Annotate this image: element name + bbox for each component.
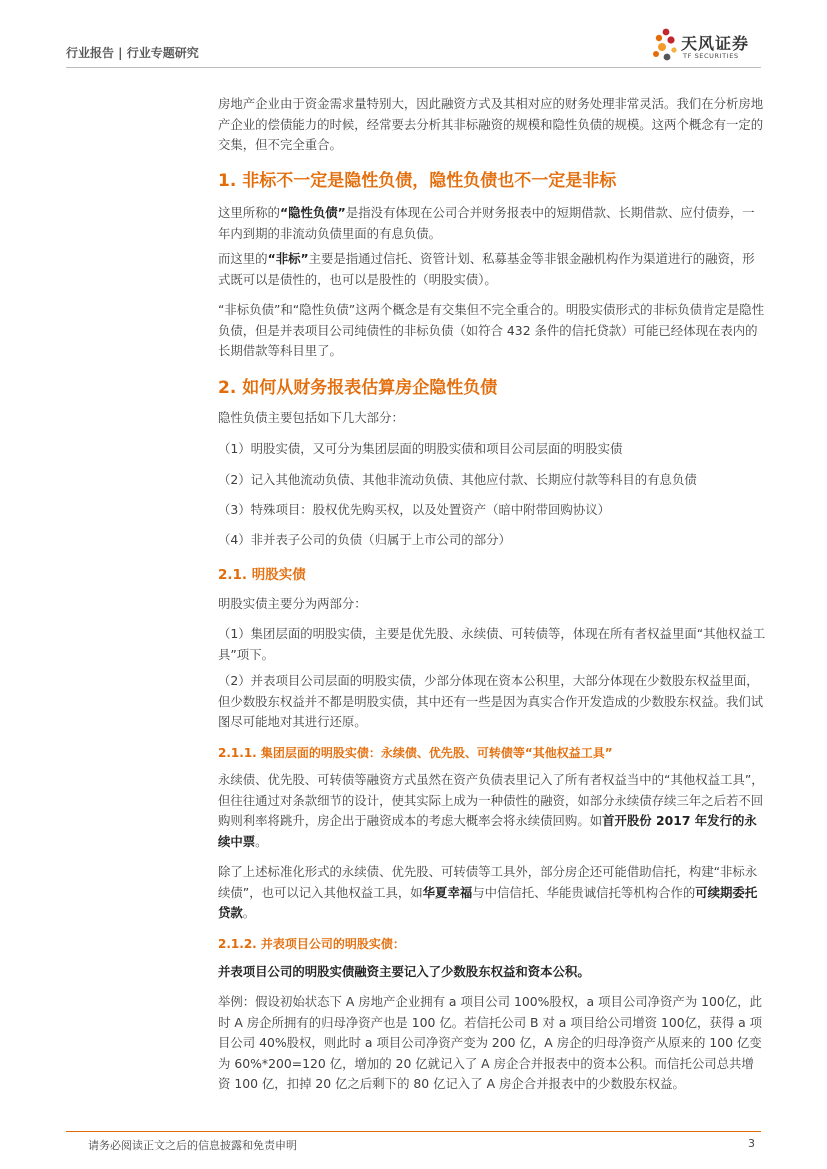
section-2-1-2-example: 举例：假设初始状态下 A 房地产企业拥有 a 项目公司 100%股权，a 项目公司净资产为 100亿，此时 A 房企所拥有的归母净资产也是 100 亿。若信托公司 B 对 a 项目给公司增资 100亿，获得 a 项目公司 40%股权，则此时 a 项目公司净资产变为 200 亿，A 房企的归母净资产从原来的 100 亿变为 60%*200=120 亿，增加的 20 亿就记入了 A 房企合并报表中的资本公积。而信托公司总共增资 100 亿，扣掉 20 亿之后剩下的 80 亿记入了 A 房企合并报表中的少数股东权益。 — [218, 994, 763, 1091]
footer-rule — [66, 1131, 761, 1132]
header-rule — [66, 67, 761, 68]
report-type-label: 行业报告 | 行业专题研究 — [66, 46, 199, 60]
section-2-1-intro: 明股实债主要分为两部分： — [218, 596, 367, 611]
nonstandard-term: “非标” — [267, 251, 309, 266]
renewable-entrusted-loan-term: 可续期委托贷款 — [218, 884, 758, 920]
hidden-debt-term: “隐性负债” — [279, 205, 346, 220]
section-2-1-paragraph-1: （1）集团层面的明股实债，主要是优先股、永续债、可转债等，体现在所有者权益里面“其他权益工具”项下。 — [218, 626, 766, 662]
section-2-1-2-heading: 2.1.2. 并表项目公司的明股实债： — [218, 937, 405, 951]
section-2-1-1-paragraph-1: 永续债、优先股、可转债等融资方式虽然在资产负债表里记入了所有者权益当中的“其他权益工具”，但往往通过对条款细节的设计，使其实际上成为一种债性的融资，如部分永续债存续三年之后若不回购则利率将跳升，房企出于融资成本的考虑大概率会将永续债回购。如首开股份 2017 年发行的永续中票。 — [218, 772, 764, 849]
section-1-paragraph-3: “非标负债”和“隐性负债”这两个概念是有交集但不完全重合的。明股实债形式的非标负债肯定是隐性负债，但是并表项目公司纯债性的非标负债（如符合 432 条件的信托贷款）可能已经体现在表内的长期借款等科目里了。 — [218, 302, 765, 358]
logo-chinese-text: 天风证券 — [681, 34, 750, 53]
section-2-heading: 2. 如何从财务报表估算房企隐性负债 — [218, 378, 498, 398]
section-2-1-1-heading: 2.1.1. 集团层面的明股实债：永续债、优先股、可转债等“其他权益工具” — [218, 746, 613, 760]
section-2-1-1-paragraph-2: 除了上述标准化形式的永续债、优先股、可转债等工具外，部分房企还可能借助信托，构建“非标永续债”，也可以记入其他权益工具，如华夏幸福与中信信托、华能贵诚信托等机构合作的可续期委托贷款。 — [218, 864, 758, 920]
section-1-heading: 1. 非标不一定是隐性负债，隐性负债也不一定是非标 — [218, 171, 617, 191]
section-2-1-heading: 2.1. 明股实债 — [218, 567, 306, 583]
huaxia-xingfu-term: 华夏幸福 — [422, 884, 473, 900]
logo-english-text: TF SECURITIES — [683, 52, 739, 60]
shoukai-perpetual-note: 首开股份 2017 年发行的永续中票 — [218, 813, 757, 849]
page-number: 3 — [748, 1137, 755, 1150]
section-1-paragraph-1: 这里所称的“隐性负债”是指没有体现在公司合并财务报表中的短期借款、长期借款、应付债券，一年内到期的非流动负债里面的有息负债。 — [218, 205, 755, 241]
footer-disclaimer: 请务必阅读正文之后的信息披露和免责申明 — [88, 1139, 297, 1152]
section-2-1-2-bold-line: 并表项目公司的明股实债融资主要记入了少数股东权益和资本公积。 — [218, 964, 590, 979]
section-1-paragraph-2: 而这里的“非标”主要是指通过信托、资管计划、私募基金等非银金融机构作为渠道进行的融资，形式既可以是债性的，也可以是股性的（明股实债）。 — [218, 251, 755, 287]
list-item: （3）特殊项目：股权优先购买权，以及处置资产（暗中附带回购协议） — [218, 502, 610, 517]
intro-paragraph: 房地产企业由于资金需求量特别大，因此融资方式及其相对应的财务处理非常灵活。我们在分析房地产企业的偿债能力的时候，经常要去分析其非标融资的规模和隐性负债的规模。这两个概念有一定的交集，但不完全重合。 — [218, 96, 764, 152]
list-item: （2）记入其他流动负债、其他非流动负债、其他应付款、长期应付款等科目的有息负债 — [218, 472, 697, 487]
section-2-intro: 隐性负债主要包括如下几大部分： — [218, 410, 404, 425]
list-item: （4）非并表子公司的负债（归属于上市公司的部分） — [218, 532, 511, 547]
list-item: （1）明股实债，又可分为集团层面的明股实债和项目公司层面的明股实债 — [218, 441, 623, 456]
section-2-1-paragraph-2: （2）并表项目公司层面的明股实债，少部分体现在资本公积里，大部分体现在少数股东权益里面，但少数股东权益并不都是明股实债，其中还有一些是因为真实合作开发造成的少数股东权益。我们试图尽可能地对其进行还原。 — [218, 673, 764, 729]
